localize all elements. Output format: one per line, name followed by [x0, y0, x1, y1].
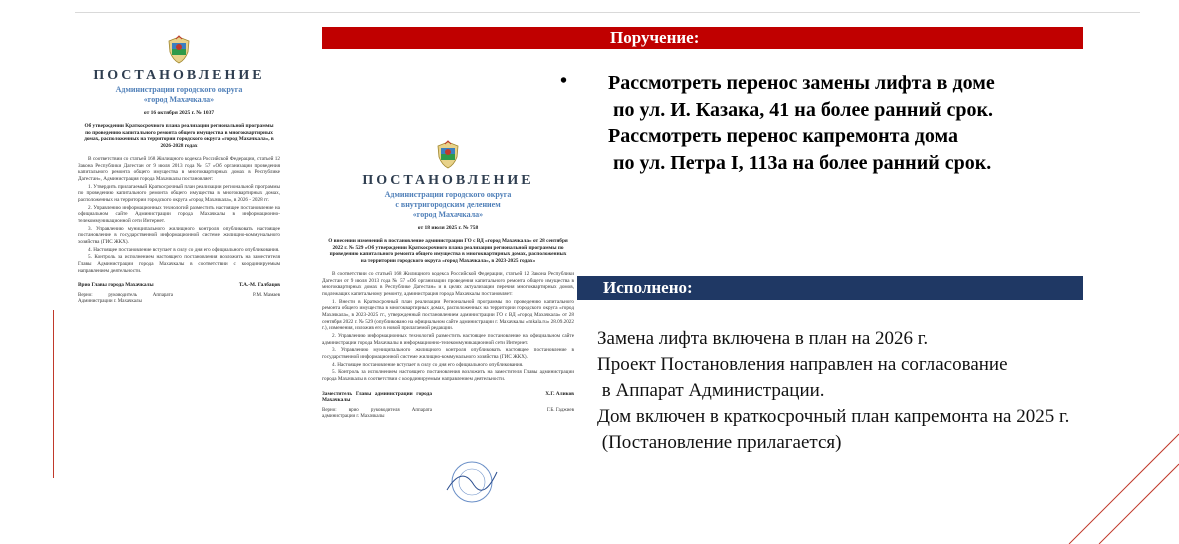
signer-role: Врио Главы города Махачкалы — [78, 282, 154, 289]
left-accent-line — [53, 310, 54, 478]
signature-block — [322, 391, 574, 405]
instruction-text: Рассмотреть перенос замены лифта в доме по ул. И. Казака, 41 на более ранний срок. Рассмотреть перенос капремонта дома по ул. Петра I, 113а на более ранний срок. — [608, 72, 995, 174]
coat-of-arms-icon — [166, 35, 192, 65]
signer-name: Т.А.-М. Галбацов — [238, 282, 280, 289]
done-header-bar — [577, 276, 1083, 300]
instruction-header-bar — [322, 27, 1083, 49]
decree-document-2 — [322, 140, 574, 510]
document-date: от 16 октября 2025 г. № 1037 — [143, 109, 215, 116]
document-body: В соответствии со статьей 168 Жилищного кодекса Российской Федерации, статьей 12 Закона Республики Дагестан от 9 июля 2013 года № 57 «Об организации проведения капитального ремонта общего имущества в многоквартирных домах в Республике Дагестан», Администрация города Махачкалы постановляет: 1. Утвердить прилагаемый Краткосрочный план реализации региональной программы по проведению капитального ремонта общего имущества в многоквартирных домах, расположенных на территории городского округа «город Махачкала», в 2026 - 2028 гг. 2. Управлению информационных технологий разместить настоящее постановление на официальном сайте Администрации города Махачкалы в информационно-телекоммуникационной сети Интернет. 3. Управлению муниципального жилищного контроля опубликовать настоящее постановление в государственной информационной системе жилищно-коммунального хозяйства (ГИС ЖКХ). 4. Настоящее постановление вступает в силу со дня его официального опубликования. 5. Контроль за исполнением настоящего постановления возложить на заместителя Главы Администрации города Махачкалы в соответствии с координируемым направлением деятельности. — [78, 156, 280, 274]
document-heading: О внесении изменений в постановление администрации ГО с ВД «город Махачкала» от 28 сентября 2022 г. № 529 «Об утверждении Краткосрочного плана реализации региональной программы по проведению капитального ремонта общего имущества в многоквартирных домах, расположенных на территории городского округа «город Махачкала», в 2023-2025 годах» — [328, 237, 568, 265]
decree-document-1 — [78, 35, 280, 415]
coat-of-arms-icon — [435, 140, 461, 170]
certification-footer: Верно: руководитель Аппарата Администрации г. Махачкалы Р.М. Мамаев — [78, 292, 280, 305]
document-date: от 18 июля 2025 г. № 758 — [417, 224, 479, 231]
signer-role: Заместитель Главы администрации города Махачкалы — [322, 390, 432, 404]
document-title: ПОСТАНОВЛЕНИЕ — [362, 173, 534, 188]
done-text: Замена лифта включена в план на 2026 г. Проект Постановления направлен на согласование в Аппарат Администрации. Дом включен в краткосрочный план капремонта на 2025 г. (Постановление прилагается) — [597, 328, 1070, 453]
document-heading: Об утверждении Краткосрочного плана реализации региональной программы по проведению капитального ремонта общего имущества в многоквартирных домах, расположенных на территории городского округа «город Махачкала», в 2026-2028 годах — [84, 122, 274, 150]
bullet-marker: • — [560, 70, 568, 92]
signature-stamp-icon — [442, 460, 502, 505]
top-divider — [75, 12, 1140, 13]
document-body: В соответствии со статьей 168 Жилищного кодекса Российской Федерации, статьей 12 Закона Республики Дагестан от 9 июля 2013 года № 57 «Об организации проведения капитального ремонта общего имущества в многоквартирных домах в Республике Дагестан» и в целях актуализации перечня многоквартирных домов, подлежащих капитальному ремонту, администрация города Махачкалы постановляет: 1. Внести в Краткосрочный план реализации Региональной программы по проведению капитального ремонта общего имущества в многоквартирных домах, расположенных на территории городского округа «город Махачкала», в 2023-2025 гг., утвержденный постановлением администрации ГО с ВД «город Махачкала» от 28 сентября 2022 г. № 529 (опубликовано на официальном сайте администрации г. Махачкалы «mkala.ru» 28.09.2022 г.), изменения, изложив его в новой прилагаемой редакции. 2. Управлению информационных технологий разместить настоящее постановление на официальном сайте администрации города Махачкалы в информационно-телекоммуникационной сети Интернет. 3. Управлению муниципального жилищного контроля опубликовать настоящее постановление в государственной информационной системе жилищно-коммунального хозяйства (ГИС ЖКХ). 4. Настоящее постановление вступает в силу со дня его официального опубликования. 5. Контроль за исполнением настоящего постановления возложить на заместителя Главы администрации города Махачкалы в соответствии с координируемым направлением деятельности. — [322, 271, 574, 382]
done-label: Исполнено: — [603, 278, 693, 297]
certification-footer: Верно: врио руководителя Аппарата администрации г. Махачкалы Г.Б. Гаджиев — [322, 408, 574, 420]
corner-decoration — [1059, 424, 1179, 544]
instruction-label: Поручение: — [610, 28, 700, 47]
signature-block — [78, 282, 280, 289]
signer-name: Х.Г. Аликов — [545, 390, 574, 397]
document-issuer: Администрации городского округа с внутригородским делением «город Махачкала» — [384, 189, 512, 219]
document-issuer: Администрации городского округа «город Махачкала» — [115, 84, 243, 104]
document-title: ПОСТАНОВЛЕНИЕ — [93, 68, 265, 83]
